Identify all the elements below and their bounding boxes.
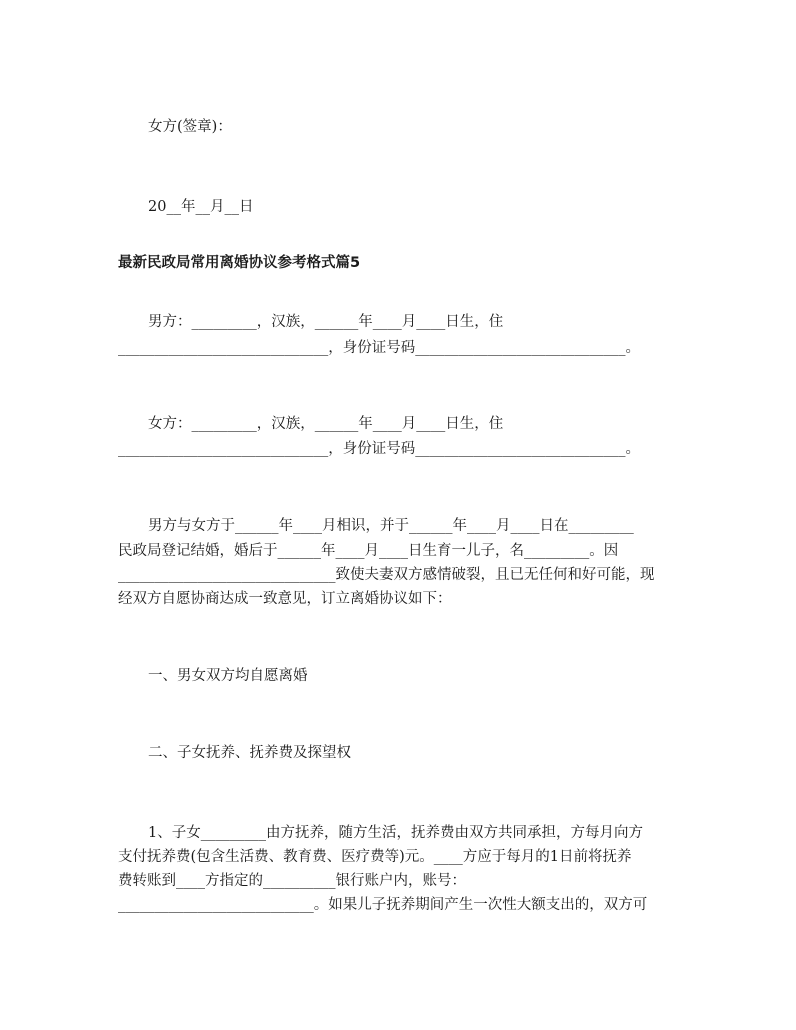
male-party-line-1: 男方：_________，汉族，______年____月____日生，住 (148, 314, 504, 330)
child-support-line-4: ___________________________。如果儿子抚养期间产生一次性大额支出的，双方可 (118, 897, 648, 913)
female-party-line-2: _____________________________，身份证号码_____________________________。 (118, 441, 640, 457)
male-party-line-2: _____________________________，身份证号码_____________________________。 (118, 340, 640, 356)
background-line-3: ______________________________致使夫妻双方感情破裂，且已无任何和好可能，现 (118, 567, 655, 583)
section-title: 最新民政局常用离婚协议参考格式篇5 (118, 255, 361, 271)
child-support-line-1: 1、子女_________由方抚养，随方生活，抚养费由双方共同承担，方每月向方 (148, 825, 643, 841)
female-party-line-1: 女方：_________，汉族，______年____月____日生，住 (148, 416, 504, 432)
background-line-4: 经双方自愿协商达成一致意见，订立离婚协议如下： (118, 591, 452, 607)
background-line-1: 男方与女方于______年____月相识，并于______年____月____日在_________ (148, 518, 634, 534)
clause-two: 二、子女抚养、抚养费及探望权 (148, 745, 351, 761)
female-signature-label: 女方(签章)： (148, 119, 232, 135)
child-support-line-2: 支付抚养费(包含生活费、教育费、医疗费等)元。____方应于每月的1日前将抚养 (118, 849, 632, 865)
signature-date-line: 20__年__月__日 (148, 199, 254, 215)
clause-one: 一、男女双方均自愿离婚 (148, 668, 308, 684)
background-line-2: 民政局登记结婚，婚后于______年____月____日生育一儿子，名_________。因 (118, 543, 619, 559)
child-support-line-3: 费转账到____方指定的__________银行账户内，账号： (118, 873, 466, 889)
